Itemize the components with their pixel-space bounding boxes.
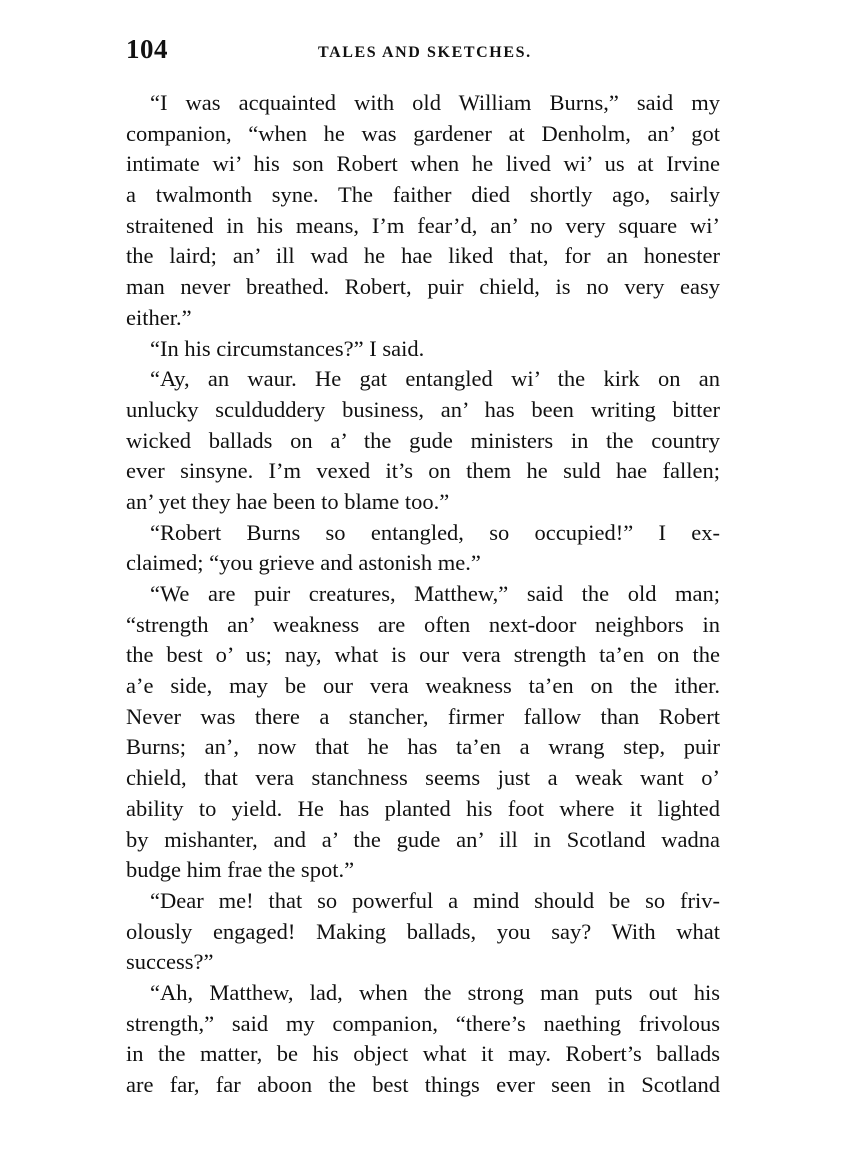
- text-line: olously engaged! Making ballads, you say? With what: [126, 918, 720, 944]
- text-line: a twalmonth syne. The faither died shortly ago, sairly: [126, 182, 720, 208]
- text-line: a’e side, may be our vera weakness ta’en on the ither.: [126, 673, 720, 699]
- text-line: “strength an’ weakness are often next-door neighbors in: [126, 611, 720, 637]
- text-line: success?”: [126, 949, 214, 975]
- text-line: the best o’ us; nay, what is our vera strength ta’en on the: [126, 642, 720, 668]
- text-line: strength,” said my companion, “there’s naething frivolous: [126, 1010, 720, 1036]
- text-line: Burns; an’, now that he has ta’en a wrang step, puir: [126, 734, 720, 760]
- text-line: budge him frae the spot.”: [126, 857, 355, 883]
- text-line: Never was there a stancher, firmer fallow than Robert: [126, 703, 720, 729]
- text-line: “We are puir creatures, Matthew,” said the old man;: [150, 581, 720, 606]
- text-line: man never breathed. Robert, puir chield, is no very easy: [126, 274, 720, 300]
- text-line: either.”: [126, 304, 192, 330]
- text-line: “Ah, Matthew, lad, when the strong man puts out his: [150, 979, 720, 1005]
- text-line: “Robert Burns so entangled, so occupied!” I ex-: [150, 519, 720, 545]
- text-line: “In his circumstances?” I said.: [150, 335, 425, 361]
- text-line: “Ay, an waur. He gat entangled wi’ the kirk on an: [150, 366, 720, 392]
- running-head: TALES AND SKETCHES.: [318, 44, 532, 61]
- text-line: “I was acquainted with old William Burns,” said my: [150, 90, 720, 115]
- text-line: unlucky sculduddery business, an’ has been writing bitter: [126, 396, 720, 422]
- text-line: ever sinsyne. I’m vexed it’s on them he suld hae fallen;: [126, 458, 720, 484]
- body-text: [126, 88, 720, 1101]
- text-line: the laird; an’ ill wad he hae liked that, for an honester: [126, 243, 720, 269]
- text-line: ability to yield. He has planted his foot where it lighted: [126, 795, 720, 821]
- text-line: intimate wi’ his son Robert when he lived wi’ us at Irvine: [126, 151, 720, 177]
- text-line: an’ yet they hae been to blame too.”: [126, 488, 450, 514]
- text-line: wicked ballads on a’ the gude ministers in the country: [126, 427, 720, 453]
- text-line: are far, far aboon the best things ever seen in Scotland: [126, 1072, 720, 1097]
- page-number: 104: [126, 34, 168, 64]
- text-line: chield, that vera stanchness seems just a weak want o’: [126, 765, 720, 791]
- text-line: claimed; “you grieve and astonish me.”: [126, 550, 481, 576]
- text-line: “Dear me! that so powerful a mind should be so friv-: [150, 887, 720, 913]
- page-header: [126, 34, 722, 74]
- text-line: in the matter, be his object what it may. Robert’s ballads: [126, 1041, 720, 1067]
- text-line: by mishanter, and a’ the gude an’ ill in Scotland wadna: [126, 826, 720, 852]
- text-line: companion, “when he was gardener at Denholm, an’ got: [126, 120, 720, 146]
- text-line: straitened in his means, I’m fear’d, an’ no very square wi’: [126, 212, 720, 238]
